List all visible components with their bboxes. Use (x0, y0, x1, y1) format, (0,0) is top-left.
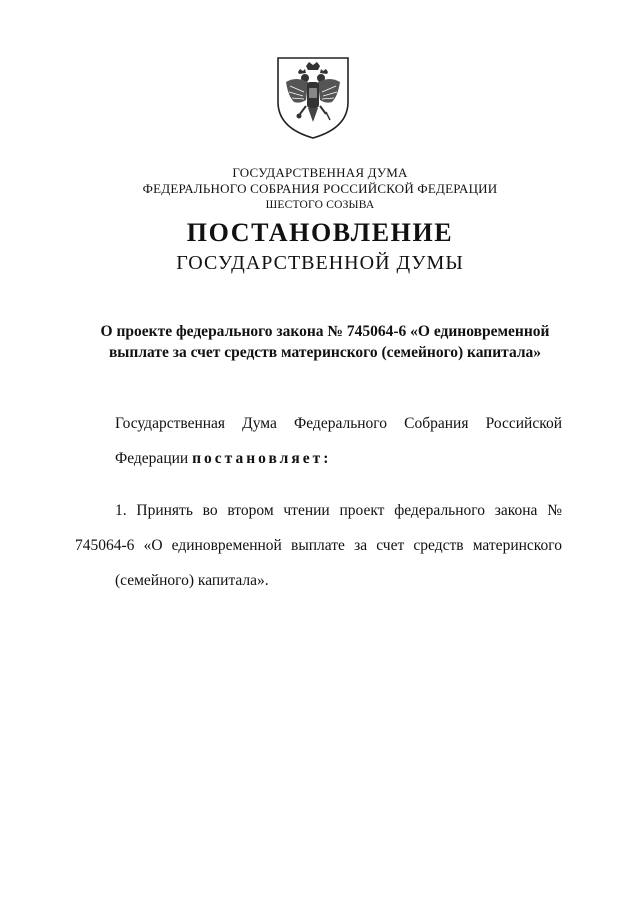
subject-line-1: О проекте федерального закона № 745064-6 «О единовременной (100, 323, 550, 340)
preamble-line-2 (75, 441, 562, 476)
subject-line-2: выплате за счет средств материнского (семейного) капитала» (108, 344, 542, 361)
item-1-paragraph (75, 493, 562, 598)
document-title: ПОСТАНОВЛЕНИЕ (186, 218, 454, 247)
preamble-paragraph (75, 406, 562, 476)
item-1-line-2: № 745064-6 «О единовременной выплате за счет средств материнского (75, 502, 562, 554)
preamble-federation-text: Федерации (115, 450, 193, 467)
item-1-line-3: (семейного) капитала». (115, 572, 269, 589)
header-line-convocation: ШЕСТОГО СОЗЫВА (265, 199, 375, 211)
header-line-duma: ГОСУДАРСТВЕННАЯ ДУМА (232, 165, 408, 180)
coat-of-arms-emblem (268, 52, 358, 142)
item-1-line-1: 1. Принять во втором чтении проект федерального закона (115, 502, 538, 519)
resolves-keyword: постановляет: (192, 450, 332, 467)
document-subject (90, 321, 560, 363)
header-line-assembly: ФЕДЕРАЛЬНОГО СОБРАНИЯ РОССИЙСКОЙ ФЕДЕРАЦИИ (142, 181, 498, 196)
issuing-body-header (0, 165, 640, 213)
preamble-line-1: Государственная Дума Федерального Собрания Российской (115, 415, 562, 432)
document-subtitle: ГОСУДАРСТВЕННОЙ ДУМЫ (176, 252, 464, 274)
